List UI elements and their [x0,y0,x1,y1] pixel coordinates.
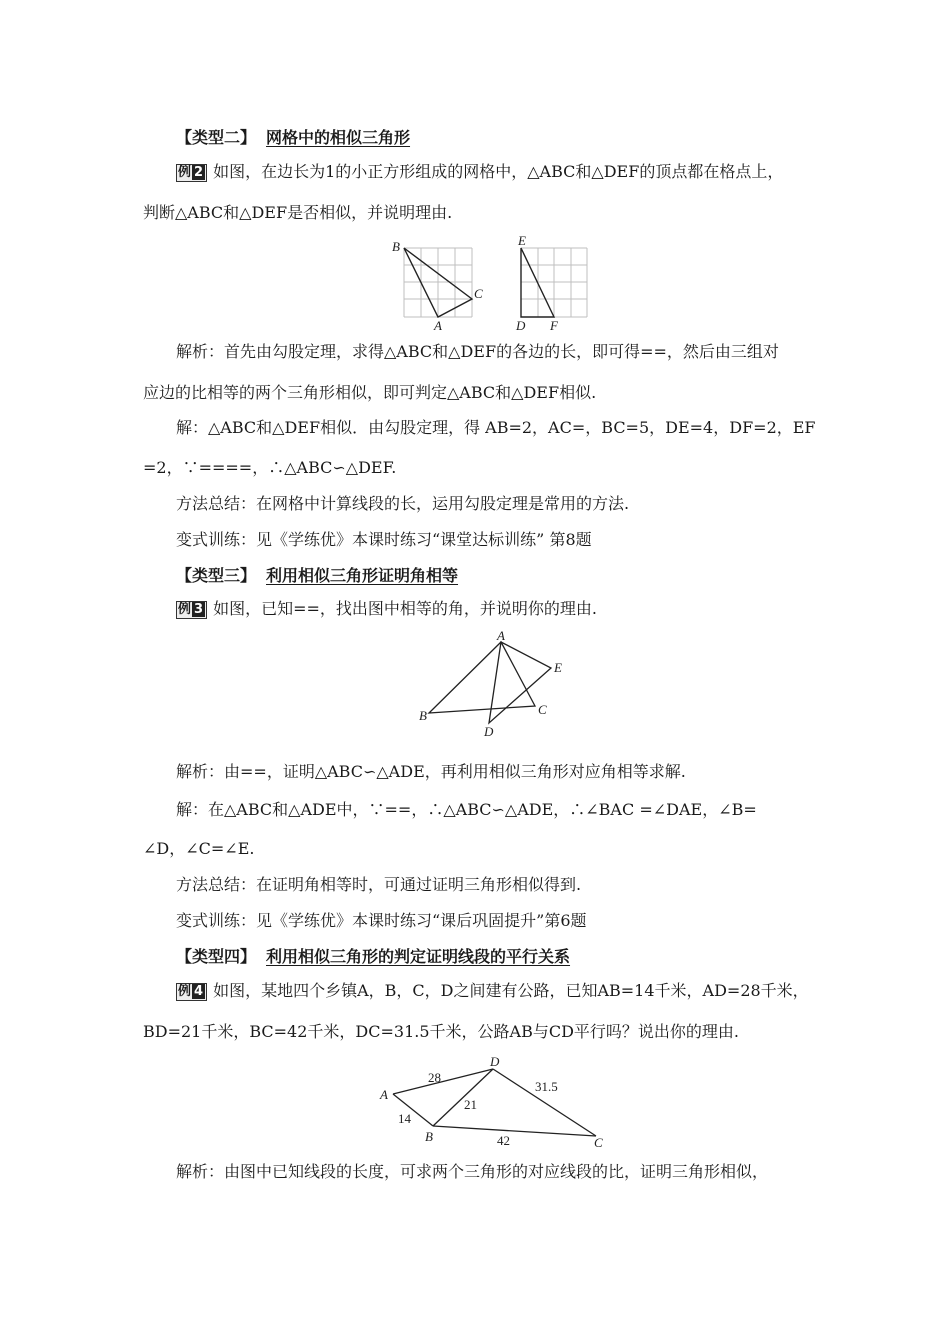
practice-3: 变式训练：见《学练优》本课时练习“课后巩固提升”第6题 [176,911,587,930]
analysis-2-line-2: 应边的比相等的两个三角形相似，即可判定△ABC和△DEF相似. [143,383,597,402]
section-heading-3 [176,566,458,586]
label-f: F [550,318,558,333]
segment-ad [393,1069,493,1094]
label-c: C [594,1135,603,1148]
example-text: 如图，在边长为1的小正方形组成的网格中，△ABC和△DEF的顶点都在格点上， [213,162,784,181]
practice-2: 变式训练：见《学练优》本课时练习“课堂达标训练” 第8题 [176,530,592,549]
label-a: A [497,628,505,643]
solution-3-line-1: 解：在△ABC和△ADE中，∵==，∴△ABC∽△ADE，∴∠BAC =∠DAE，∠B= [176,800,757,819]
length-dc: 31.5 [535,1079,558,1094]
section-title: 利用相似三角形证明角相等 [266,566,459,585]
figure-grid-triangles [388,233,598,333]
grid-lines [404,248,587,317]
analysis-4: 解析：由图中已知线段的长度，可求两个三角形的对应线段的比，证明三角形相似， [176,1162,769,1181]
example-badge: 例 2 [176,164,207,182]
label-a: A [380,1087,388,1102]
section-bracket: 【类型三】 [176,566,257,585]
section-bracket: 【类型四】 [176,947,257,966]
solution-2-line-2: =2，∵====，∴△ABC∽△DEF. [143,458,397,477]
label-b: B [392,239,400,254]
example-2-line-2: 判断△ABC和△DEF是否相似，并说明理由. [143,203,453,222]
length-bc: 42 [497,1133,510,1148]
method-summary-2: 方法总结：在网格中计算线段的长，运用勾股定理是常用的方法. [176,494,630,513]
label-b: B [419,708,427,723]
example-badge: 例 4 [176,983,207,1001]
figure-angle-triangles [415,628,575,740]
analysis-2-line-1: 解析：首先由勾股定理，求得△ABC和△DEF的各边的长，即可得==，然后由三组对 [176,342,779,361]
section-heading-4 [176,947,570,967]
label-e: E [518,233,526,248]
analysis-3: 解析：由==，证明△ABC∽△ADE，再利用相似三角形对应角相等求解. [176,762,686,781]
label-b: B [425,1129,433,1144]
section-bracket: 【类型二】 [176,128,257,147]
label-d: D [484,724,494,739]
label-e: E [554,660,562,675]
length-ab: 14 [398,1111,411,1126]
label-c: C [538,702,547,717]
example-4-line-1 [176,981,809,1001]
label-d: D [490,1054,500,1069]
length-bd: 21 [464,1097,477,1112]
segment-bd [433,1069,493,1126]
label-d: D [516,318,526,333]
example-3-line-1 [176,599,597,619]
example-2-line-1 [176,162,783,182]
example-text: 如图，已知==，找出图中相等的角，并说明你的理由. [213,599,597,618]
section-title: 利用相似三角形的判定证明线段的平行关系 [266,947,571,966]
figure-roads [375,1053,615,1148]
example-4-line-2: BD=21千米，BC=42千米，DC=31.5千米，公路AB与CD平行吗？说出你的理由. [143,1022,739,1041]
label-c: C [474,286,483,301]
label-a: A [434,318,442,333]
segment-bc [433,1126,596,1136]
section-title: 网格中的相似三角形 [266,128,411,147]
solution-3-line-2: ∠D，∠C=∠E. [143,839,255,858]
length-ad: 28 [428,1070,441,1085]
triangle-abc [429,642,535,713]
solution-2-line-1: 解：△ABC和△DEF相似．由勾股定理，得 AB=2，AC=，BC=5，DE=4，DF=2，EF [176,418,816,437]
example-text: 如图，某地四个乡镇A，B，C，D之间建有公路，已知AB=14千米，AD=28千米， [213,981,809,1000]
section-heading-2 [176,128,410,148]
example-badge: 例 3 [176,601,207,619]
method-summary-3: 方法总结：在证明角相等时，可通过证明三角形相似得到. [176,875,582,894]
